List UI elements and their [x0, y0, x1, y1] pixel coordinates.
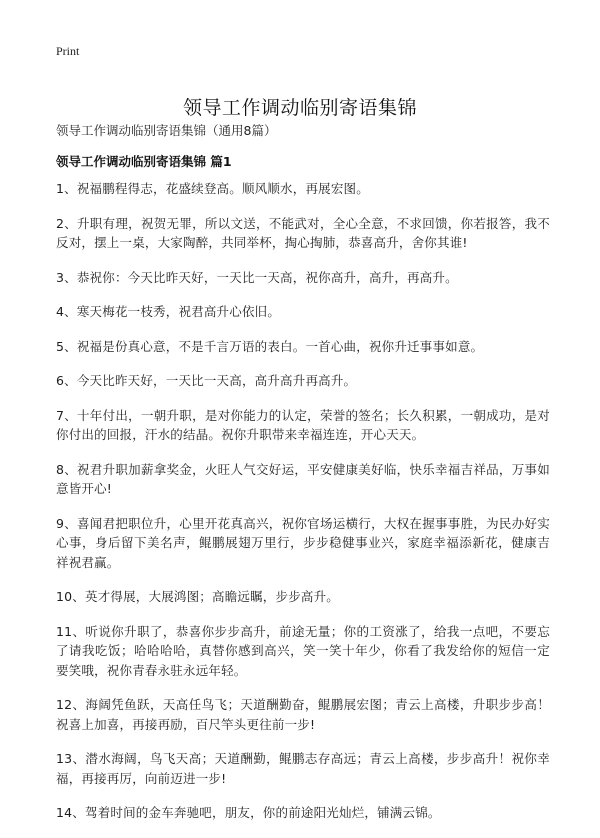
list-item: 3、恭祝你：今天比昨天好，一天比一天高，祝你高升，高升，再高升。 — [56, 269, 458, 285]
list-item: 4、寒天梅花一枝秀，祝君高升心依旧。 — [56, 304, 281, 319]
list-item: 14、驾着时间的金车奔驰吧，朋友，你的前途阳光灿烂，铺满云锦。 — [56, 805, 441, 820]
document-title: 领导工作调动临别寄语集锦 — [182, 96, 417, 119]
list-item: 9、喜闻君把职位升，心里开花真高兴，祝你官场运横行，大权在握事事胜，为民办好实心事，身后留下美名声，鲲鹏展翅万里行，步步稳健事业兴，家庭幸福添新花，健康吉祥祝君赢。 — [56, 515, 550, 570]
list-item: 1、祝福鹏程得志，花盛续登高。顺风顺水，再展宏图。 — [56, 181, 369, 196]
blessing-list — [56, 179, 550, 838]
document-subtitle: 领导工作调动临别寄语集锦（通用8篇） — [56, 123, 277, 138]
print-label[interactable]: Print — [56, 44, 80, 58]
list-item: 2、升职有理，祝贺无罪，所以文送，不能武对，全心全意，不求回馈，你若报答，我不反对，摆上一桌，大家陶醉，共同举杯，掏心掏肺，恭喜高升，舍你其谁! — [56, 215, 550, 250]
list-item: 7、十年付出，一朝升职，是对你能力的认定，荣誉的签名；长久积累，一朝成功，是对你付出的回报，汗水的结晶。祝你升职带来幸福连连，开心天天。 — [56, 407, 550, 442]
list-item: 11、听说你升职了，恭喜你步步高升，前途无量；你的工资涨了，给我一点吧，不要忘了请我吃饭；哈哈哈哈，真替你感到高兴，笑一笑十年少，你看了我发给你的短信一定要笑哦，祝你青春永驻永远年轻。 — [56, 623, 550, 678]
section-heading: 领导工作调动临别寄语集锦 篇1 — [56, 154, 232, 169]
list-item: 10、英才得展，大展鸿图；高瞻远瞩，步步高升。 — [56, 589, 340, 604]
list-item: 8、祝君升职加薪拿奖金，火旺人气交好运，平安健康美好临，快乐幸福吉祥品，万事如意皆开心! — [56, 461, 550, 496]
list-item: 5、祝福是份真心意，不是千言万语的表白。一首心曲，祝你升迁事事如意。 — [56, 338, 484, 354]
list-item: 12、海阔凭鱼跃，天高任鸟飞；天道酬勤奋，鲲鹏展宏图；青云上高楼，升职步步高！祝喜上加喜，再接再励，百尺竿头更往前一步! — [56, 697, 550, 732]
list-item: 6、今天比昨天好，一天比一天高，高升高升再高升。 — [56, 373, 357, 388]
list-item: 13、潜水海阔，鸟飞天高；天道酬勤，鲲鹏志存高远；青云上高楼，步步高升！祝你幸福，再接再厉，向前迈进一步! — [56, 751, 550, 786]
